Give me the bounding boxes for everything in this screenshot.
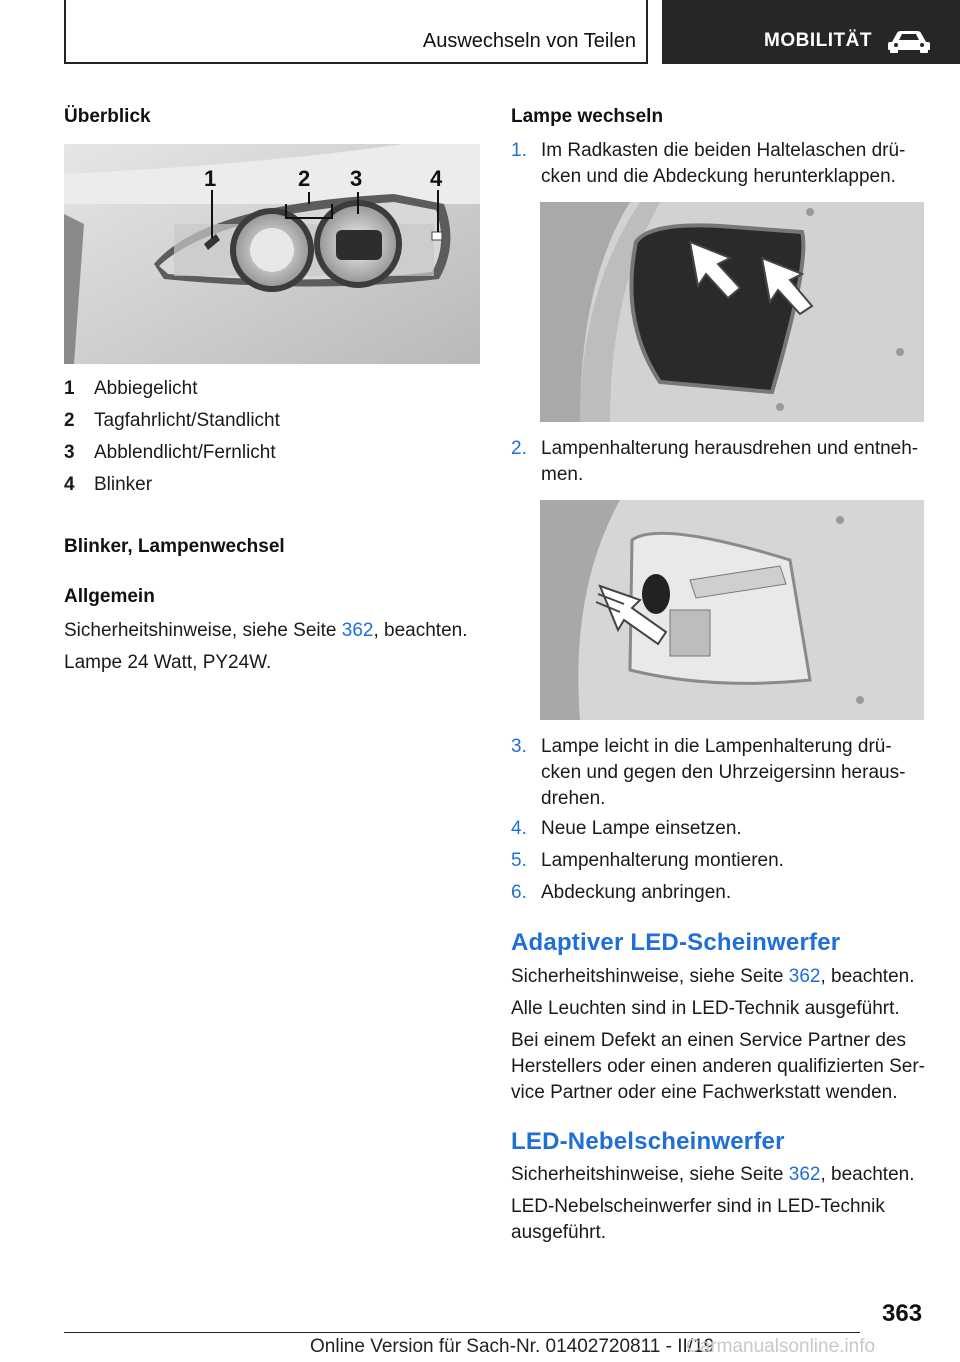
legend-number: 3: [64, 442, 75, 463]
lamp-holder-illustration: [540, 500, 924, 720]
fog-safety-note: [511, 1162, 915, 1188]
footer-version: Online Version für Sach-Nr. 01402720811 - II/19: [310, 1336, 715, 1357]
safety-suffix: , beachten.: [373, 620, 468, 641]
safety-page-link[interactable]: 362: [788, 966, 821, 987]
step-number: 5.: [511, 850, 527, 871]
figure-callout-2: 2: [298, 166, 311, 191]
step-text: Lampenhalterung montieren.: [541, 850, 784, 871]
footer-divider: [64, 1332, 860, 1333]
legend-text: Abbiegelicht: [94, 378, 198, 399]
fog-light-title: LED-Nebelscheinwerfer: [511, 1128, 785, 1155]
safety-page-link[interactable]: 362: [341, 620, 374, 641]
adaptive-defect-text: Bei einem Defekt an einen Service Partner des Herstellers oder einen anderen qualifizierten Ser‑ vice Partner oder eine Fachwerkstatt wenden.: [511, 1030, 926, 1103]
adaptive-safety-note: [511, 964, 915, 990]
chapter-label: MOBILITÄT: [764, 30, 872, 51]
wheel-arch-illustration: [540, 202, 924, 422]
legend-number: 2: [64, 410, 75, 431]
step-number: 2.: [511, 438, 527, 459]
safety-prefix: Sicherheitshinweise, siehe Seite: [511, 1164, 789, 1185]
overview-title: Überblick: [64, 106, 151, 127]
legend-text: Abblendlicht/Fernlicht: [94, 442, 276, 463]
step-number: 1.: [511, 140, 527, 161]
watermark: Carmanualsonline.info: [686, 1336, 876, 1357]
section-title: Auswechseln von Teilen: [422, 30, 636, 52]
change-lamp-title: Lampe wechseln: [511, 106, 664, 127]
lamp-holder-figure: [540, 500, 924, 720]
page-number: 363: [882, 1300, 923, 1327]
figure-callout-4: 4: [430, 166, 443, 191]
adaptive-led-title: Adaptiver LED-Scheinwerfer: [511, 929, 841, 956]
safety-page-link[interactable]: 362: [788, 1164, 821, 1185]
headlight-figure: [64, 144, 480, 364]
header-section-box: [64, 0, 648, 64]
chapter-tab: [662, 0, 960, 64]
wheel-arch-figure: [540, 202, 924, 422]
step-number: 4.: [511, 818, 527, 839]
step-text: Lampenhalterung herausdrehen und entneh‑ men.: [541, 438, 919, 485]
legend-text: Blinker: [94, 474, 153, 495]
step-text: Abdeckung anbringen.: [541, 882, 732, 903]
blinker-title: Blinker, Lampenwechsel: [64, 536, 285, 557]
fog-light-text: LED-Nebelscheinwerfer sind in LED-Technik ausgeführt.: [511, 1196, 885, 1243]
adaptive-led-text: Alle Leuchten sind in LED-Technik ausgeführt.: [511, 998, 900, 1019]
step-text: Neue Lampe einsetzen.: [541, 818, 742, 839]
figure-callout-1: 1: [204, 166, 217, 191]
legend-number: 4: [64, 474, 75, 495]
lamp-spec: Lampe 24 Watt, PY24W.: [64, 652, 272, 673]
step-text: Im Radkasten die beiden Haltelaschen drü‑ cken und die Abdeckung herunterklappen.: [541, 140, 906, 187]
figure-callout-3: 3: [350, 166, 363, 191]
headlight-illustration: [64, 144, 480, 364]
general-title: Allgemein: [64, 586, 155, 607]
safety-suffix: , beachten.: [820, 1164, 915, 1185]
step-number: 3.: [511, 736, 527, 757]
legend-number: 1: [64, 378, 75, 399]
safety-note: [64, 618, 468, 644]
step-text: Lampe leicht in die Lampenhalterung drü‑ cken und gegen den Uhrzeigersinn heraus‑ drehen.: [541, 736, 906, 809]
step-number: 6.: [511, 882, 527, 903]
legend-text: Tagfahrlicht/Standlicht: [94, 410, 280, 431]
safety-prefix: Sicherheitshinweise, siehe Seite: [64, 620, 342, 641]
safety-suffix: , beachten.: [820, 966, 915, 987]
safety-prefix: Sicherheitshinweise, siehe Seite: [511, 966, 789, 987]
car-icon: [886, 28, 932, 54]
